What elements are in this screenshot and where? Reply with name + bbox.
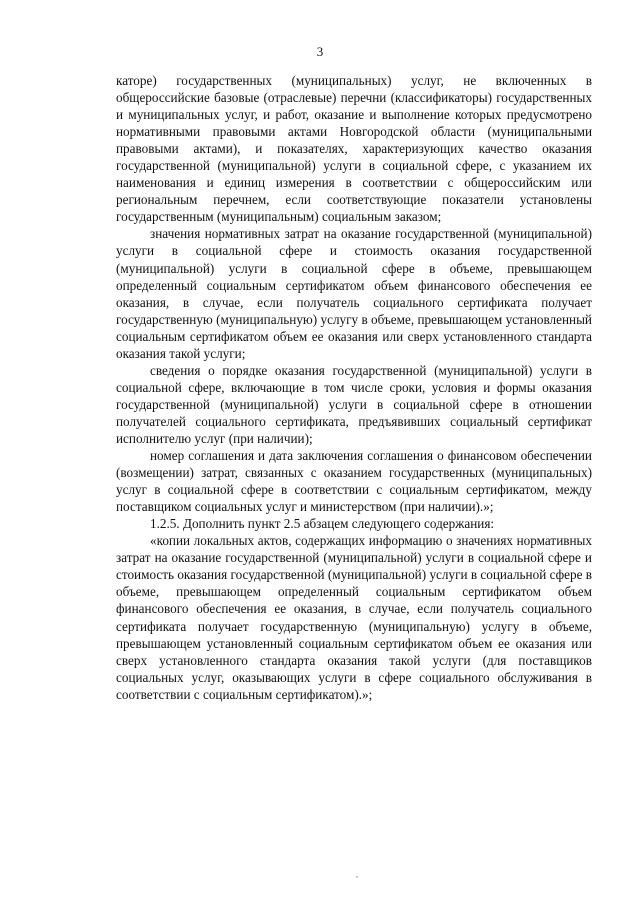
paragraph-agreement-number: номер соглашения и дата заключения соглашения о финансовом обеспечении (возмещении) затрат, связанных с оказанием государственных (муниципальных) услуг в социальной сфере в соответствии с социальным сертификатом, между поставщиком социальных услуг и министерством (при наличии).»; xyxy=(116,448,592,515)
paragraph-continuation: каторе) государственных (муниципальных) услуг, не включенных в общероссийские базовые (отраслевые) перечни (классификаторы) государственных и муниципальных услуг, и работ, оказание и выполнение которых предусмотрено нормативными правовыми актами Новгородской области (муниципальными правовыми актами), и показателях, характеризующих качество оказания государственной (муниципальной) услуги в социальной сфере, с указанием их наименования и единиц измерения в соответствии с общероссийским или региональным перечнем, если соответствующие показатели установлены государственным (муниципальным) социальным заказом; xyxy=(116,73,592,225)
page-number: 3 xyxy=(316,44,324,59)
document-body xyxy=(116,72,592,703)
paragraph-quoted-addition: «копии локальных актов, содержащих информацию о значениях нормативных затрат на оказание государственной (муниципальной) услуги в социальной сфере и стоимость оказания государственной (муниципальной) услуги в социальной сфере в объеме, превышающем определенный социальным сертификатом объем финансового обеспечения ее оказания, в случае, если получатель социального сертификата получает государственную (муниципальную) услугу в объеме, превышающем установленный социальным сертификатом объем ее оказания или сверх установленного стандарта оказания такой услуги (для поставщиков социальных услуг, оказывающих услуги в сфере социального обслуживания в соответствии с социальным сертификатом).»; xyxy=(116,533,592,702)
scan-speck xyxy=(356,876,358,878)
paragraph-item-1-2-5: 1.2.5. Дополнить пункт 2.5 абзацем следующего содержания: xyxy=(150,516,495,532)
paragraph-service-procedure: сведения о порядке оказания государственной (муниципальной) услуги в социальной сфере, включающие в том числе сроки, условия и формы оказания государственной (муниципальной) услуги в социальной сфере в отношении получателей социального сертификата, предъявивших социальный сертификат исполнителю услуг (при наличии); xyxy=(116,362,592,446)
paragraph-normative-costs: значения нормативных затрат на оказание государственной (муниципальной) услуги в социальной сфере и стоимость оказания государственной (муниципальной) услуги в социальной сфере в объеме, превышающем определенный социальным сертификатом объем финансового обеспечения ее оказания, в случае, если получатель социального сертификата получает государственную (муниципальную) услугу в объеме, превышающем установленный социальным сертификатом объем ее оказания или сверх установленного стандарта оказания такой услуги; xyxy=(116,226,592,361)
